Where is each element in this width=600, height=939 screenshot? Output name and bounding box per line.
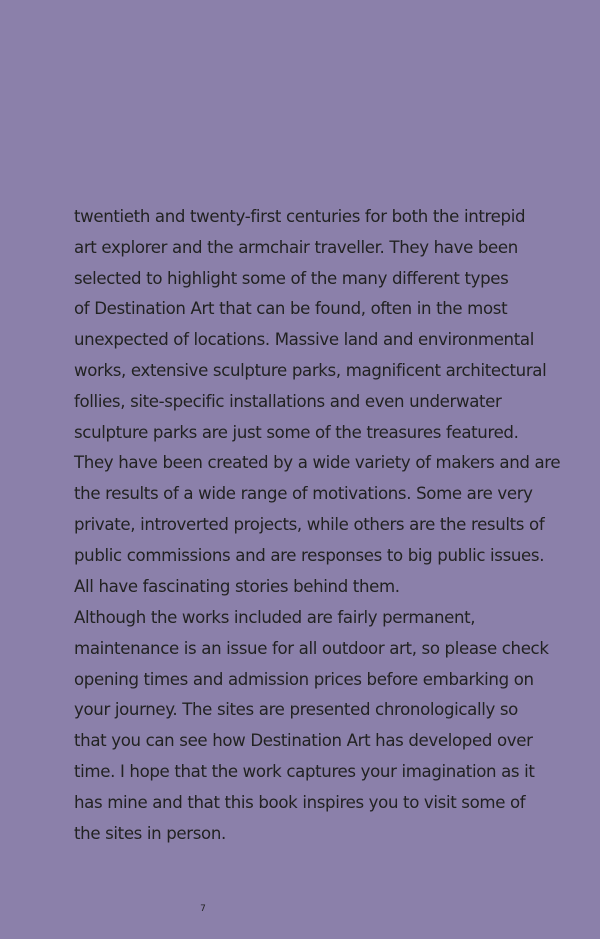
paragraph-line: follies, site-specific installations and even underwater [74,391,502,411]
paragraph-line: time. I hope that the work captures your imagination as it [74,761,535,781]
paragraph-line: of Destination Art that can be found, often in the most [74,299,508,319]
paragraph-line: opening times and admission prices before embarking on [74,669,534,689]
paragraph-line: the results of a wide range of motivations. Some are very [74,484,533,504]
paragraph-line: They have been created by a wide variety of makers and are [74,453,561,473]
paragraph-line: Although the works included are fairly permanent, [74,608,476,627]
paragraph-line: unexpected of locations. Massive land and environmental [74,330,534,350]
paragraph-line: that you can see how Destination Art has developed over [74,731,533,751]
paragraph-line: private, introverted projects, while others are the results of [74,514,545,534]
paragraph-intro [74,202,574,602]
page-number: 7 [200,904,206,914]
paragraph-line: twentieth and twenty-first centuries for both the intrepid [74,207,526,226]
paragraph-line: All have fascinating stories behind them. [74,576,400,596]
paragraph-line: the sites in person. [74,823,226,843]
paragraph-line: has mine and that this book inspires you to visit some of [74,792,526,812]
paragraph-line: art explorer and the armchair traveller. They have been [74,237,518,257]
paragraph-maintenance [74,603,574,849]
paragraph-line: works, extensive sculpture parks, magnificent architectural [74,360,547,380]
paragraph-line: selected to highlight some of the many different types [74,268,509,288]
paragraph-line: public commissions and are responses to big public issues. [74,545,545,565]
paragraph-line: your journey. The sites are presented chronologically so [74,700,518,720]
paragraph-line: maintenance is an issue for all outdoor art, so please check [74,638,549,658]
paragraph-line: sculpture parks are just some of the treasures featured. [74,422,519,442]
